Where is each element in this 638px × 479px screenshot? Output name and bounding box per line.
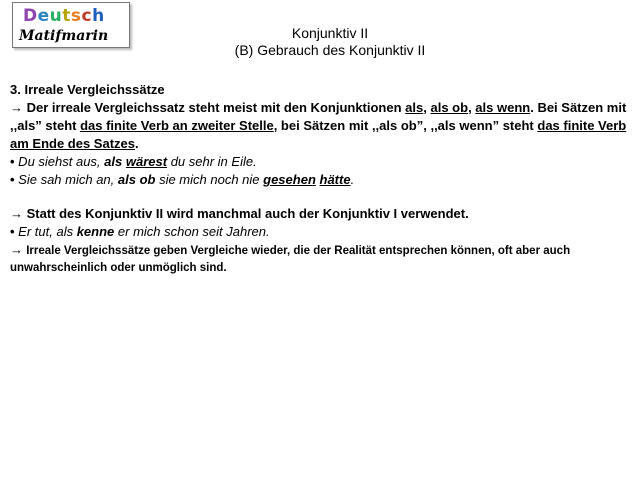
logo-letter: D (23, 6, 38, 26)
content (10, 81, 628, 277)
section-heading: 3. Irreale Vergleichssätze (10, 82, 165, 97)
arrow-icon: → (10, 100, 23, 115)
rule-text: . (135, 136, 139, 151)
conjunction-als: als (405, 100, 424, 115)
conjunction-als-ob: als ob (430, 100, 469, 115)
separator: , (468, 100, 476, 115)
example-text: Sie sah mich an, (14, 172, 118, 187)
logo-subtitle: Matifmarin (19, 28, 109, 44)
rule-text: Statt des Konjunktiv II wird manchmal auch der Konjunktiv I verwendet. (23, 206, 469, 221)
logo-letter: e (37, 6, 50, 26)
logo (12, 2, 130, 48)
logo-word (23, 6, 105, 26)
example-text: Er tut, als (14, 224, 77, 239)
example-verb: hätte (319, 172, 351, 187)
example-verb: gesehen (263, 172, 316, 187)
bullet-icon: • (10, 172, 15, 187)
rule-text: Der irreale Vergleichssatz steht meist mit den Konjunktionen (23, 100, 406, 115)
example-text: er mich schon seit Jahren. (114, 224, 270, 239)
rule-paragraph (10, 205, 628, 223)
example-bold: kenne (76, 224, 115, 239)
rule-text: . Bei Sätzen mit ,,als” steht (10, 100, 627, 133)
rule-text: Irreale Vergleichssätze geben Vergleiche wieder, die der Realität entsprechen können, oft aber auch unwahrscheinlich oder unmöglich sind. (10, 245, 571, 274)
bullet-icon: • (10, 224, 15, 239)
example-text: du sehr in Eile. (167, 154, 257, 169)
example-text: sie mich noch nie (155, 172, 264, 187)
bullet-icon: • (10, 154, 15, 169)
rule-paragraph (10, 241, 628, 277)
rule-paragraph (10, 99, 628, 153)
underlined-phrase: das finite Verb am Ende des Satzes (10, 118, 627, 151)
example-line (10, 223, 628, 241)
conjunction-als-wenn: als wenn (475, 100, 531, 115)
logo-letter: s (70, 6, 82, 26)
rule-text: , bei Sätzen mit ,,als ob”, ,,als wenn” steht (273, 118, 538, 133)
example-bold: als (104, 154, 123, 169)
example-verb: wärest (125, 154, 168, 169)
logo-letter: h (92, 6, 105, 26)
separator: , (423, 100, 431, 115)
page-title: Konjunktiv II (291, 25, 369, 41)
example-line (10, 153, 628, 171)
example-text: . (350, 172, 355, 187)
example-text: Du siehst aus, (14, 154, 105, 169)
logo-letter: t (62, 6, 71, 26)
arrow-icon: → (10, 206, 23, 221)
example-bold: als ob (117, 172, 156, 187)
page-subtitle: (B) Gebrauch des Konjunktiv II (234, 42, 426, 58)
logo-letter: u (49, 6, 63, 26)
underlined-phrase: das finite Verb an zweiter Stelle (80, 118, 274, 133)
logo-letter: c (81, 6, 93, 26)
arrow-icon: → (10, 242, 23, 257)
example-line (10, 171, 628, 189)
